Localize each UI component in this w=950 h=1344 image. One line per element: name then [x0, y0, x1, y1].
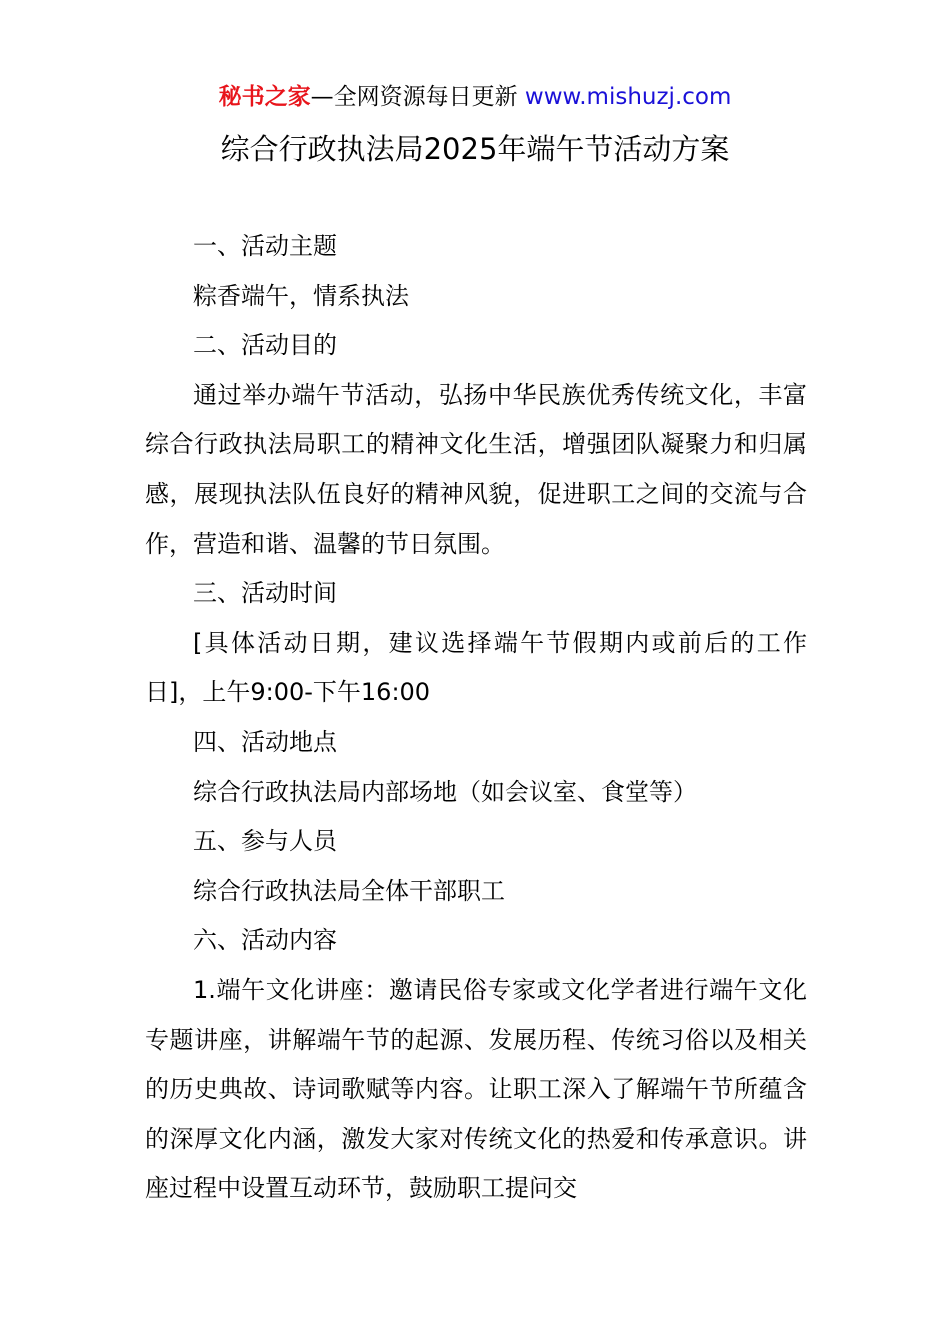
site-header [0, 82, 950, 112]
header-tagline: —全网资源每日更新 [310, 84, 518, 110]
site-url[interactable]: www.mishuzj.com [524, 84, 732, 110]
section-body-time: [具体活动日期，建议选择端午节假期内或前后的工作日]，上午9:00-下午16:00 [145, 628, 807, 707]
section-heading-time: 三、活动时间 [193, 579, 337, 608]
section-heading-content: 六、活动内容 [193, 926, 337, 955]
section-body-location: 综合行政执法局内部场地（如会议室、食堂等） [193, 777, 697, 806]
section-body-theme: 粽香端午，情系执法 [193, 281, 409, 310]
document-title: 综合行政执法局2025年端午节活动方案 [220, 132, 730, 166]
section-heading-participants: 五、参与人员 [193, 827, 337, 856]
section-body-content: 1.端午文化讲座：邀请民俗专家或文化学者进行端午文化专题讲座，讲解端午节的起源、发展历程、传统习俗以及相关的历史典故、诗词歌赋等内容。让职工深入了解端午节所蕴含的深厚文化内涵，激发大家对传统文化的热爱和传承意识。讲座过程中设置互动环节，鼓励职工提问交 [145, 975, 807, 1203]
section-heading-purpose: 二、活动目的 [193, 331, 337, 360]
section-heading-theme: 一、活动主题 [193, 232, 337, 260]
brand-name: 秘书之家 [218, 84, 311, 110]
section-heading-location: 四、活动地点 [193, 727, 337, 756]
section-body-participants: 综合行政执法局全体干部职工 [193, 876, 505, 905]
document-body [145, 222, 807, 1214]
section-body-purpose: 通过举办端午节活动，弘扬中华民族优秀传统文化，丰富综合行政执法局职工的精神文化生活，增强团队凝聚力和归属感，展现执法队伍良好的精神风貌，促进职工之间的交流与合作，营造和谐、温馨的节日氛围。 [145, 380, 807, 558]
